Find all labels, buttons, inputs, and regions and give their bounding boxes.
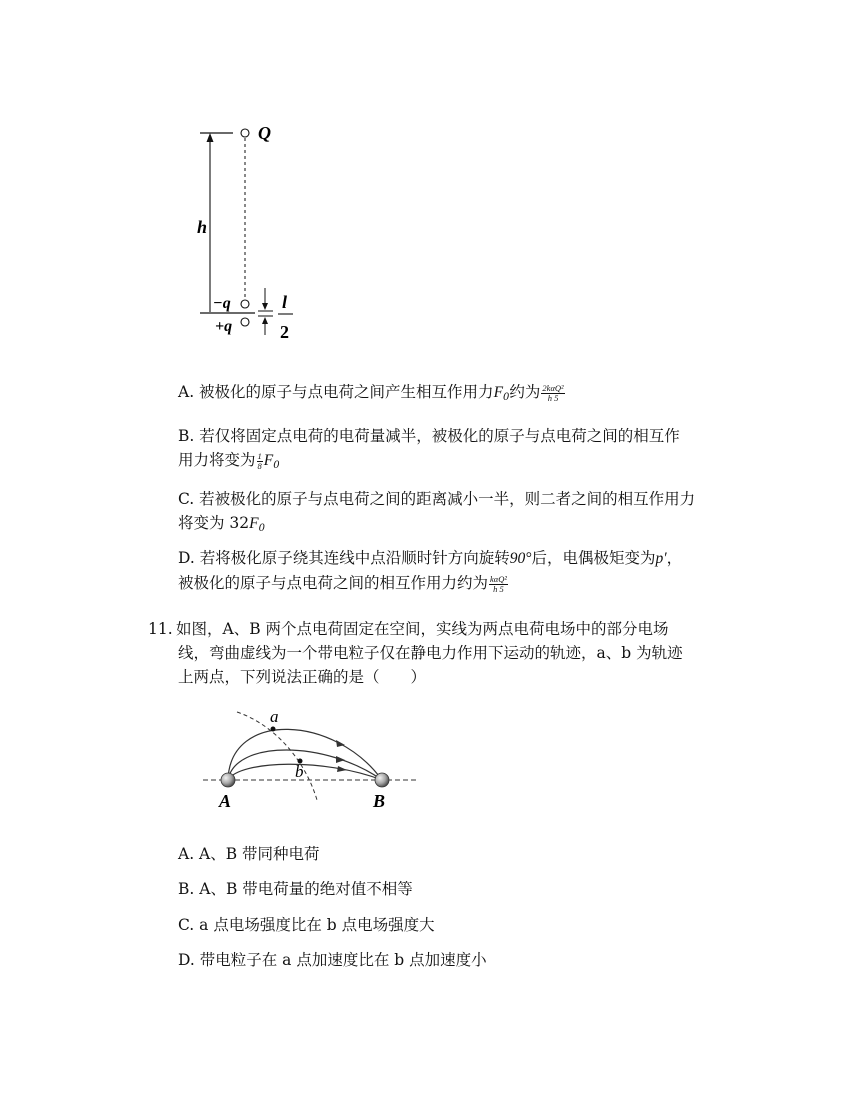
label-b: b (295, 762, 304, 781)
q11-option-b[interactable]: B. A、B 带电荷量的绝对值不相等 (178, 880, 413, 898)
label-2: 2 (280, 322, 289, 342)
label-l: l (282, 292, 288, 312)
q10-option-c[interactable]: C. 若被极化的原子与点电荷之间的距离减小一半，则二者之间的相互作用力 将变为 $32F_0$ (178, 490, 696, 534)
dipole-figure (185, 115, 315, 350)
label-pos-q: +q (215, 318, 233, 335)
label-Q: Q (258, 123, 271, 143)
fraction: $\frac{\text{2kαQ²}}{h 5}$ (542, 382, 564, 403)
q10-option-d[interactable]: D. 若将极化原子绕其连线中点沿顺时针方向旋转90°后，电偶极矩变为p′， 被极化的原子与点电荷之间的相互作用力约为 $\frac{\text{kαQ²}}{h 5}$ (178, 549, 683, 594)
label-a: a (270, 707, 279, 726)
label-h: h (197, 217, 208, 237)
label-A: A (219, 791, 232, 811)
question-number: 11. (148, 620, 173, 638)
label-B: B (373, 791, 386, 811)
fraction: $\frac{\text{kαQ²}}{h 5}$ (490, 573, 507, 594)
fraction: $\frac{1}{8}$ (257, 450, 262, 471)
q11-option-c[interactable]: C. a 点电场强度比在 b 点电场强度大 (178, 916, 435, 934)
label-neg-q: −q (213, 295, 231, 312)
question-stem: 如图，A、B 两个点电荷固定在空间，实线为两点电荷电场中的部分电场 线，弯曲虚线为一个带电粒子仅在静电力作用下运动的轨迹，a、b 为轨迹 上两点，下列说法正确的是（ ） (176, 620, 683, 686)
q10-option-a[interactable]: A. 被极化的原子与点电荷之间产生相互作用力$F_0$约为 $\frac{\text{2kαQ²}}{h 5}$ (178, 382, 564, 403)
q11-option-a[interactable]: A. A、B 带同种电荷 (178, 845, 320, 863)
q10-option-b[interactable]: B. 若仅将固定点电荷的电荷量减半，被极化的原子与点电荷之间的相互作 用力将变为 $\frac{1}{8}$ $F_0$ (178, 427, 680, 471)
field-lines-figure (195, 700, 425, 815)
q11-option-d[interactable]: D. 带电粒子在 a 点加速度比在 b 点加速度小 (178, 951, 487, 969)
